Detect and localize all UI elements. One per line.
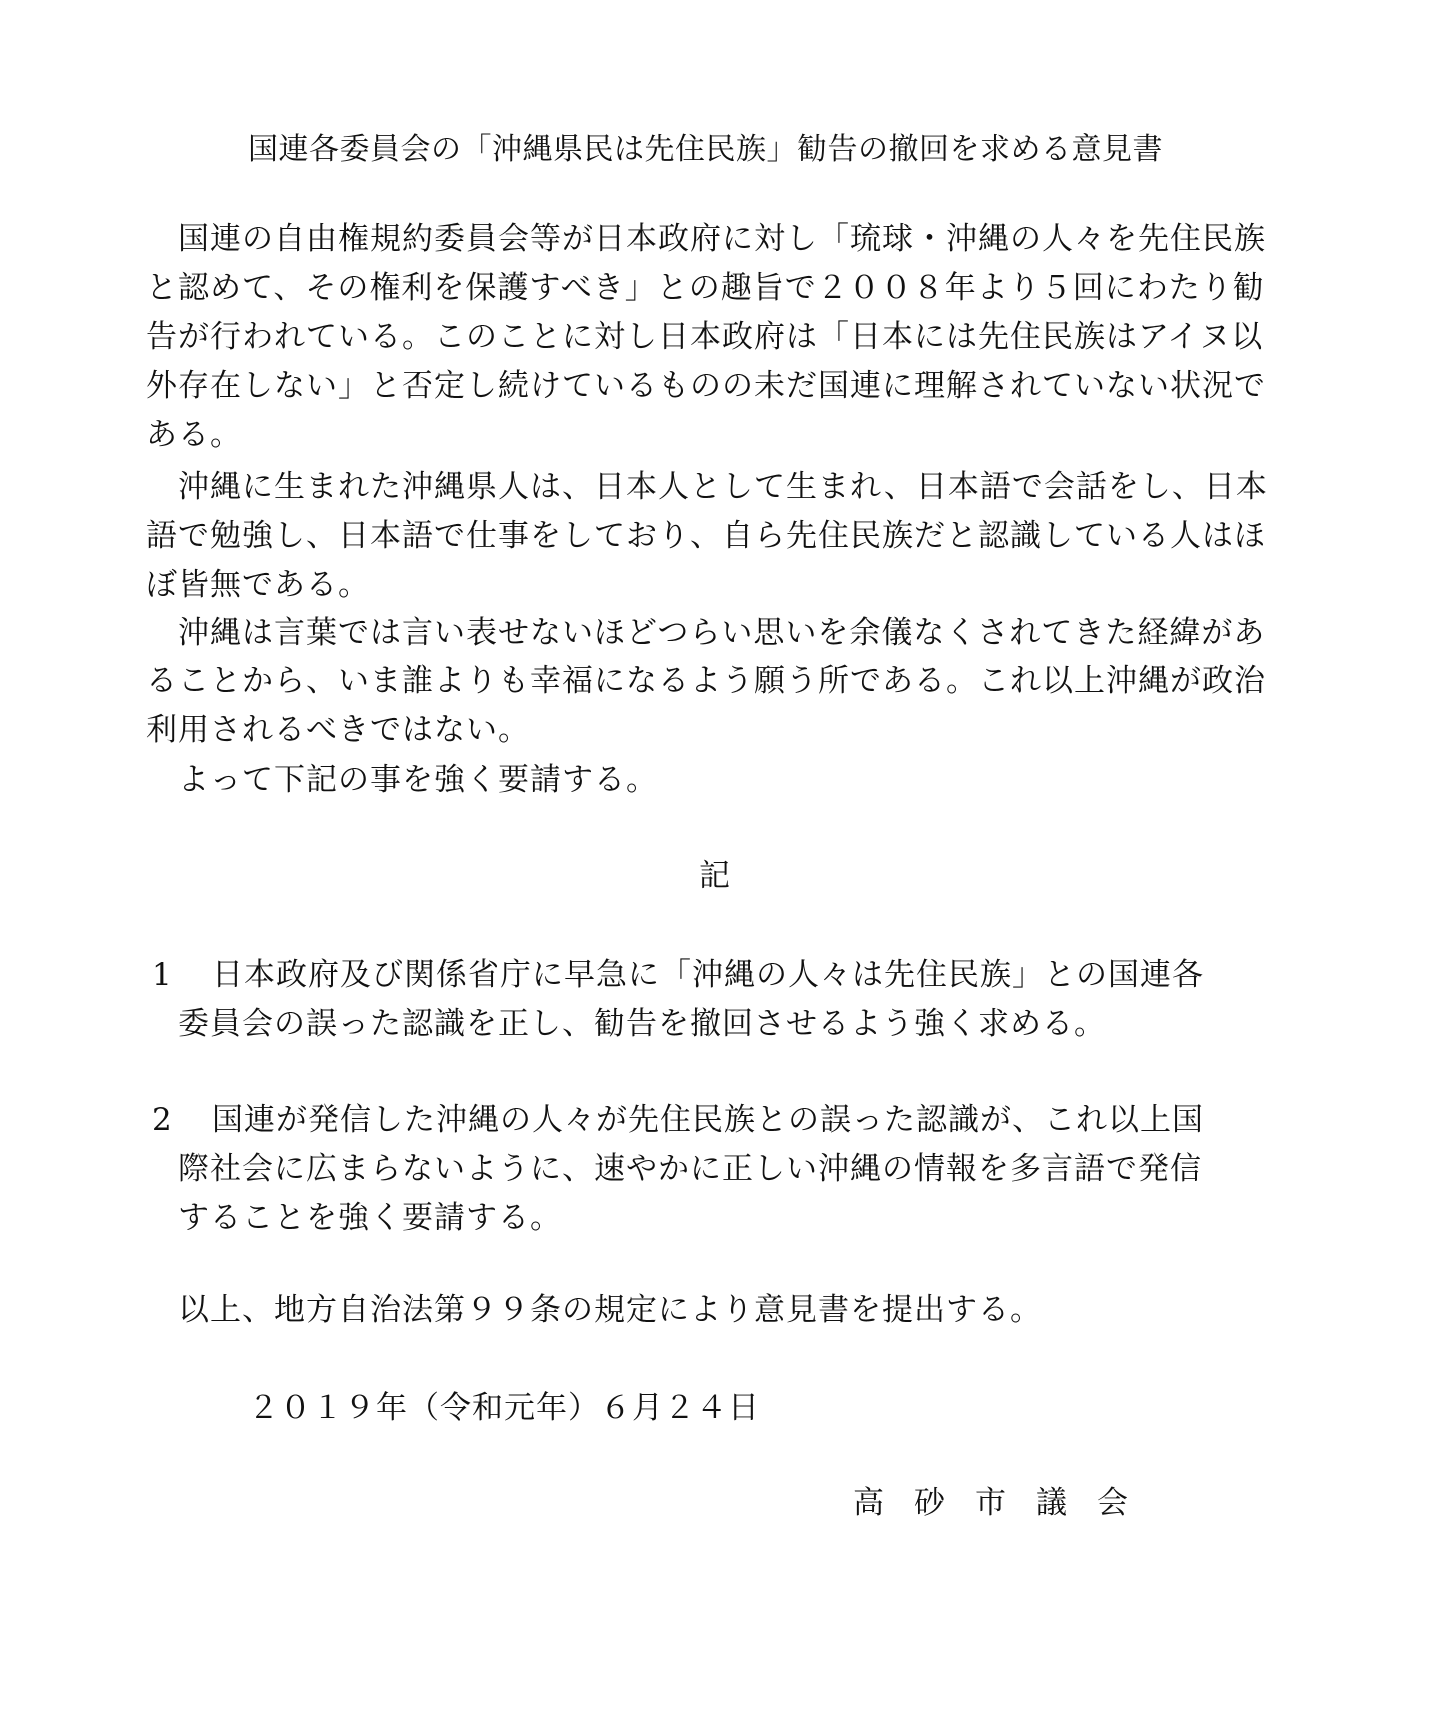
item-line: することを強く要請する。 [178, 1200, 562, 1236]
signature: 高砂市議会 [853, 1485, 1158, 1521]
body-line: 語で勉強し、日本語で仕事をしており、自ら先住民族だと認識している人はほ [146, 518, 1266, 554]
item-line: 日本政府及び関係省庁に早急に「沖縄の人々は先住民族」との国連各 [212, 957, 1204, 993]
body-line: 利用されるべきではない。 [146, 712, 530, 748]
body-line: 沖縄に生まれた沖縄県人は、日本人として生まれ、日本語で会話をし、日本 [178, 469, 1268, 505]
closing-statement: 以上、地方自治法第９９条の規定により意見書を提出する。 [178, 1292, 1042, 1328]
body-line: よって下記の事を強く要請する。 [178, 762, 658, 798]
body-line: ることから、いま誰よりも幸福になるよう願う所である。これ以上沖縄が政治 [146, 663, 1266, 699]
body-line: ぼ皆無である。 [146, 567, 370, 603]
item-line: 委員会の誤った認識を正し、勧告を撤回させるよう強く求める。 [178, 1006, 1106, 1042]
document-date: ２０１９年（令和元年）６月２４日 [248, 1390, 760, 1426]
body-line: 告が行われている。このことに対し日本政府は「日本には先住民族はアイヌ以 [146, 319, 1264, 355]
body-line: と認めて、その権利を保護すべき」との趣旨で２００８年より５回にわたり勧 [146, 270, 1265, 306]
body-line: 沖縄は言葉では言い表せないほどつらい思いを余儀なくされてきた経緯があ [178, 615, 1266, 651]
item-line: 国連が発信した沖縄の人々が先住民族との誤った認識が、これ以上国 [212, 1102, 1204, 1138]
body-line: 国連の自由権規約委員会等が日本政府に対し「琉球・沖縄の人々を先住民族 [178, 221, 1266, 257]
item-number: 1 [152, 957, 173, 993]
document-title: 国連各委員会の「沖縄県民は先住民族」勧告の撤回を求める意見書 [248, 132, 1163, 167]
body-line: ある。 [146, 417, 242, 453]
item-number: 2 [152, 1102, 173, 1138]
body-line: 外存在しない」と否定し続けているものの未だ国連に理解されていない状況で [146, 368, 1266, 404]
ki-heading: 記 [699, 858, 731, 894]
item-line: 際社会に広まらないように、速やかに正しい沖縄の情報を多言語で発信 [178, 1151, 1202, 1187]
